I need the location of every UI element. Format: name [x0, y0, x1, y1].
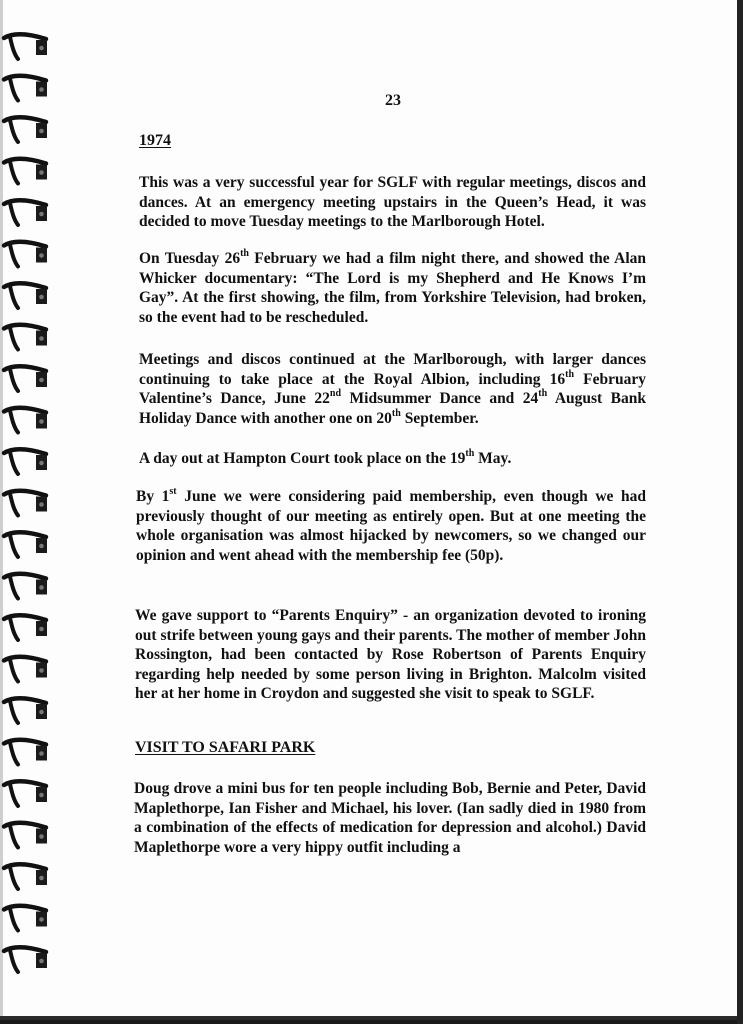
- section-heading-safari-park: VISIT TO SAFARI PARK: [135, 739, 316, 756]
- paragraph-parents-enquiry: We gave support to “Parents Enquiry” - an organization devoted to ironing out strife between young gays and their parents. The mother of member John Rossington, had been contacted by Rose Robertson of Parents Enquiry regarding help needed by some person living in Brighton. Malcolm visited her at her home in Croydon and suggested she visit to speak to SGLF.: [135, 607, 646, 702]
- paragraph-dances: Meetings and discos continued at the Marlborough, with larger dances continuing to take place at the Royal Albion, including 16th February Valentine’s Dance, June 22nd Midsummer Dance and 24th August Bank Holiday Dance with another one on 20th September.: [139, 351, 647, 427]
- page-right-edge: [737, 0, 743, 1024]
- paragraph-film-night: On Tuesday 26th February we had a film night there, and showed the Alan Whicker documentary: “The Lord is my Shepherd and He Knows I’m Gay”. At the first showing, the film, from Yorkshire Television, had broken, so the event had to be rescheduled.: [139, 248, 646, 326]
- paragraph-hampton-court: A day out at Hampton Court took place on the 19th May.: [139, 448, 512, 467]
- section-heading-1974: 1974: [139, 132, 171, 149]
- paragraph-safari-trip: Doug drove a mini bus for ten people including Bob, Bernie and Peter, David Maplethorpe, Ian Fisher and Michael, his lover. (Ian sadly died in 1980 from a combination of the effects of medication for depression and alcohol.) David Maplethorpe wore a very hippy outfit including a: [134, 780, 646, 856]
- paragraph-membership: By 1st June we were considering paid membership, even though we had previously thought of our meeting as entirely open. But at one meeting the whole organisation was almost hijacked by newcomers, so we changed our opinion and went ahead with the membership fee (50p).: [136, 486, 646, 564]
- paragraph-intro: This was a very successful year for SGLF with regular meetings, discos and dances. At an emergency meeting upstairs in the Queen’s Head, it was decided to move Tuesday meetings to the Marlborough Hotel.: [139, 174, 646, 230]
- page-number: 23: [385, 92, 401, 109]
